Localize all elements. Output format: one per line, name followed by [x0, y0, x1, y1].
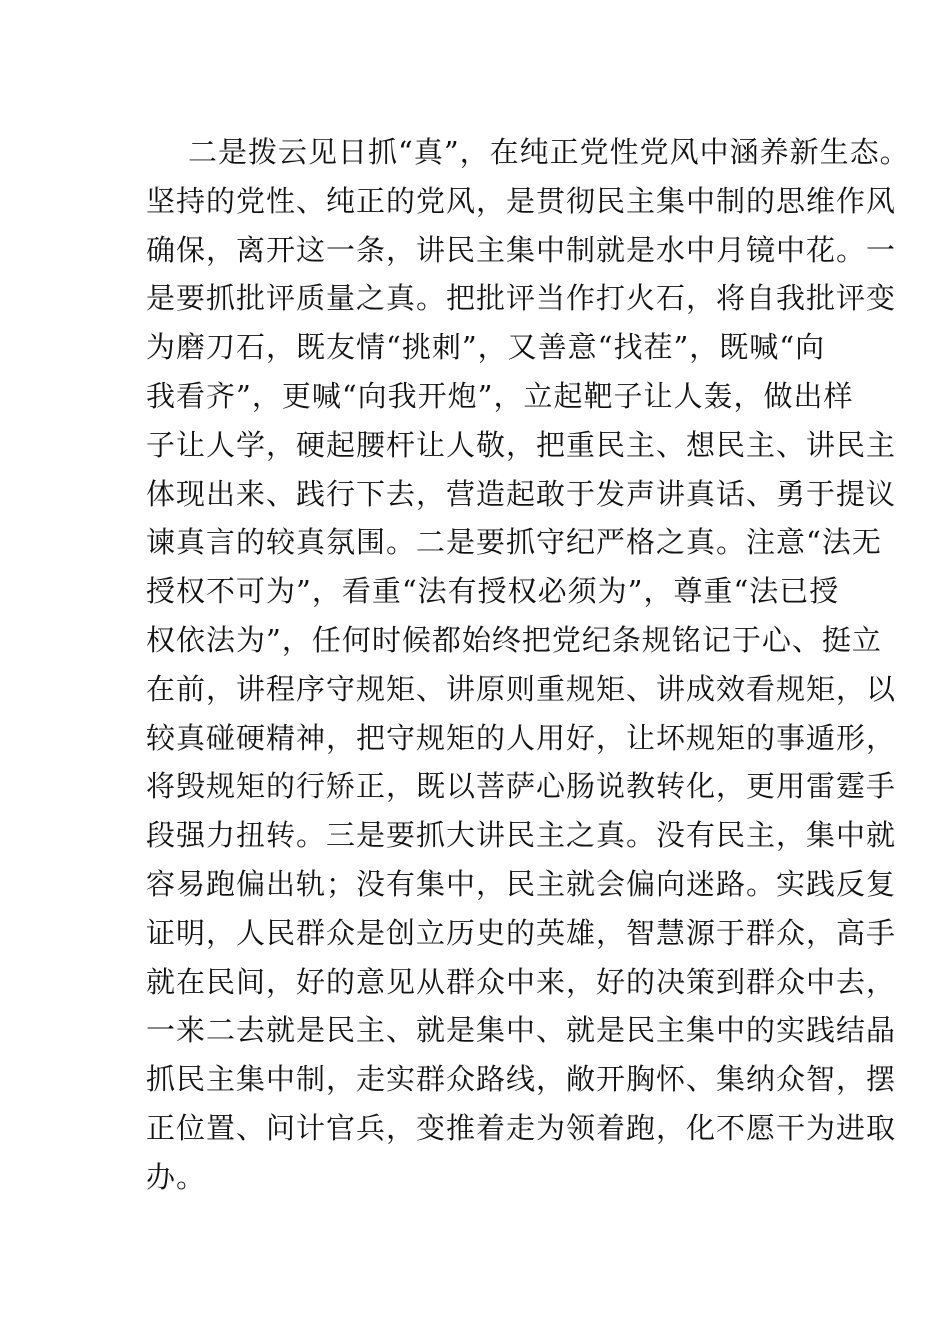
paragraph-line: 谏真言的较真氛围。二是要抓守纪严格之真。注意“法无: [146, 525, 882, 560]
paragraph-line: 办。: [146, 1159, 207, 1194]
paragraph-line: 正位置、问计官兵，变推着走为领着跑，化不愿干为进取: [146, 1110, 897, 1145]
paragraph-line: 在前，讲程序守规矩、讲原则重规矩、讲成效看规矩，以: [146, 671, 897, 706]
paragraph-line: 我看齐”，更喊“向我开炮”，立起靶子让人轰，做出样: [146, 378, 854, 413]
paragraph-line: 一来二去就是民主、就是集中、就是民主集中的实践结晶: [146, 1013, 897, 1048]
paragraph-line: 二是拨云见日抓“真”，在纯正党性党风中涵养新生态。: [188, 135, 910, 169]
paragraph-line: 段强力扭转。三是要抓大讲民主之真。没有民主，集中就: [146, 818, 897, 853]
paragraph-line: 容易跑偏出轨；没有集中，民主就会偏向迷路。实践反复: [146, 866, 897, 901]
paragraph-line: 为磨刀石，既友情“挑刺”，又善意“找茬”，既喊“向: [146, 330, 826, 365]
paragraph-line: 坚持的党性、纯正的党风，是贯彻民主集中制的思维作风: [146, 183, 897, 218]
paragraph-line: 较真碰硬精神，把守规矩的人用好，让坏规矩的事遁形，: [146, 720, 897, 755]
paragraph-line: 是要抓批评质量之真。把批评当作打火石，将自我批评变: [146, 281, 897, 316]
paragraph-line: 体现出来、践行下去，营造起敢于发声讲真话、勇于提议: [146, 476, 897, 511]
paragraph-line: 证明，人民群众是创立历史的英雄，智慧源于群众，高手: [146, 915, 897, 950]
paragraph-line: 权依法为”，任何时候都始终把党纪条规铭记于心、挺立: [146, 622, 882, 657]
paragraph-line: 将毁规矩的行矫正，既以菩萨心肠说教转化，更用雷霆手: [146, 769, 897, 804]
paragraph-line: 就在民间，好的意见从群众中来，好的决策到群众中去，: [146, 964, 897, 999]
paragraph-line: 子让人学，硬起腰杆让人敬，把重民主、想民主、讲民主: [146, 427, 897, 462]
paragraph-line: 授权不可为”，看重“法有授权必须为”，尊重“法已授: [146, 574, 840, 609]
paragraph: [146, 128, 910, 1202]
paragraph-line: 确保，离开这一条，讲民主集中制就是水中月镜中花。一: [146, 232, 897, 267]
paragraph-line: 抓民主集中制，走实群众路线，敞开胸怀、集纳众智，摆: [146, 1062, 897, 1097]
